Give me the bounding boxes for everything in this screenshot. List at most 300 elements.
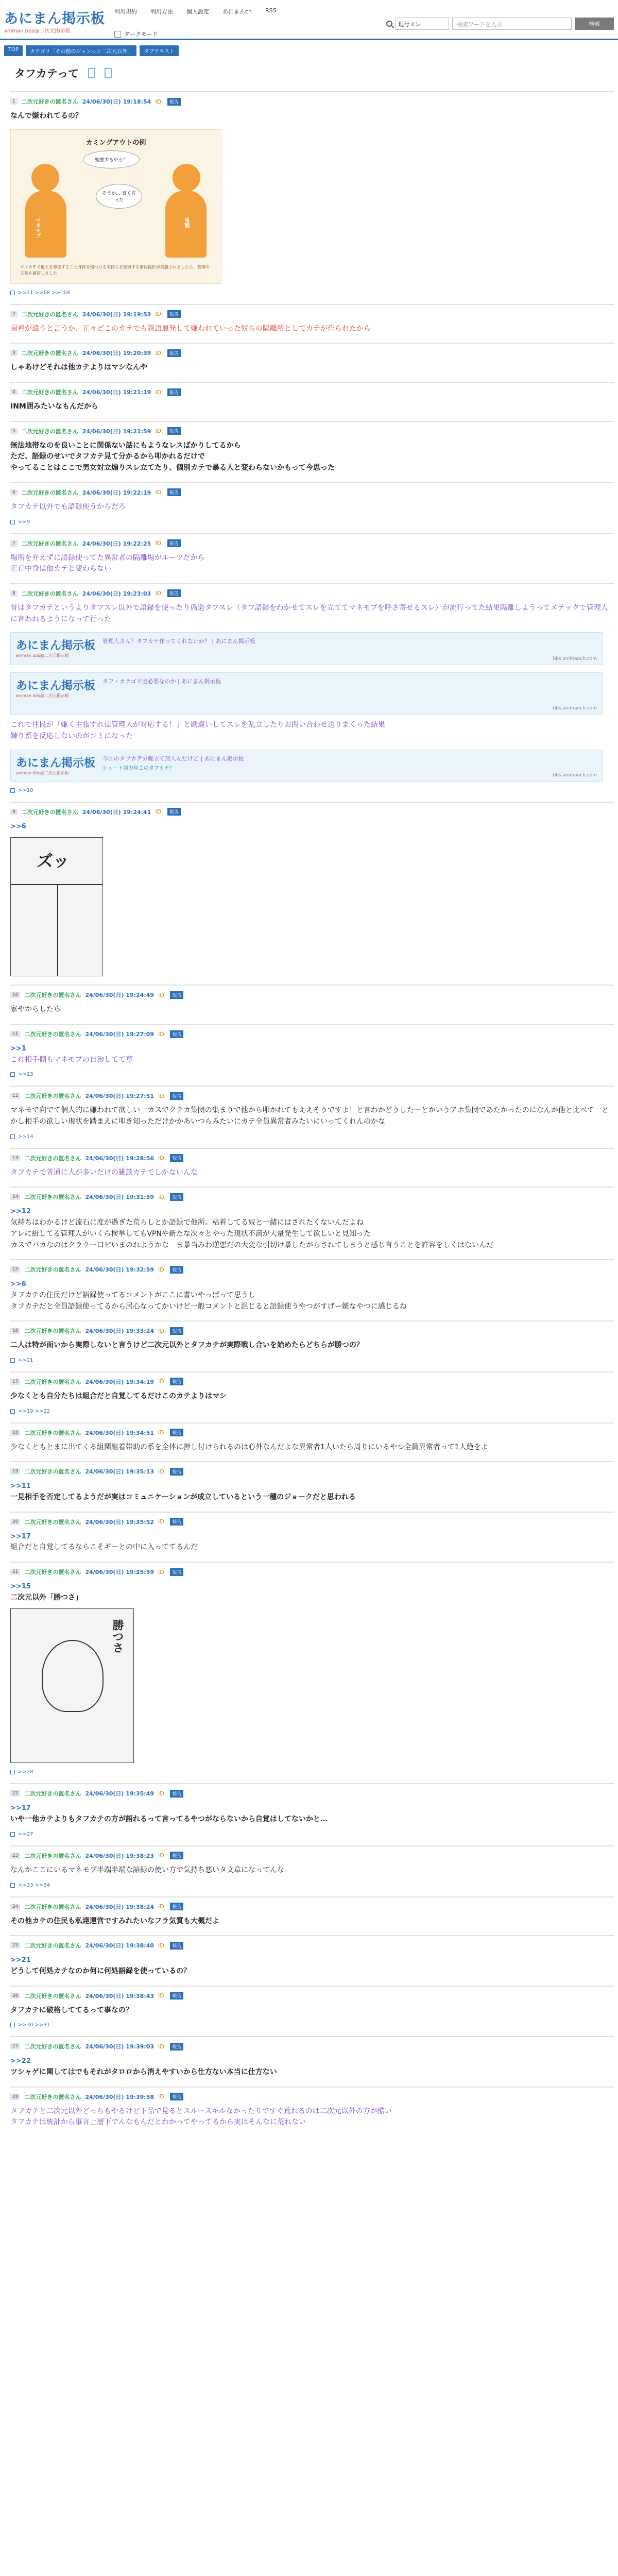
reply-anchor[interactable]: >>1: [10, 1045, 26, 1053]
post-line: 昔はタフカテというよりタフスレ以外で語録を使ったり偽造タフスレ（タフ語録をわかせてスレを立ててマネモブを呼さ寄せるスレ）が流行ってた結果隔離しようってメテックで管理人に言われるようになって行った: [10, 603, 608, 623]
post-list: [10, 91, 614, 2137]
post-body: [10, 1916, 614, 1927]
post-id: ID:: [158, 1378, 166, 1385]
reply-anchors[interactable]: >>19 >>22: [18, 1408, 50, 1414]
report-button[interactable]: 報告: [170, 1468, 183, 1476]
search-icon: [386, 21, 392, 27]
post: [10, 2036, 614, 2086]
reply-anchors[interactable]: >>11 >>68 >>104: [18, 290, 71, 296]
post-date: 24/06/30(日) 19:19:53: [82, 311, 151, 318]
reply-icon: [10, 291, 15, 295]
reply-anchor[interactable]: >>6: [10, 1280, 26, 1289]
post-body: [10, 1803, 614, 1825]
card-title[interactable]: 今回のタフカテ分離立て無人んだけど | あにまん掲示板: [102, 755, 244, 762]
post-body: [10, 2106, 614, 2128]
report-button[interactable]: 報告: [170, 1852, 183, 1859]
post-date: 24/06/30(日) 19:22:25: [82, 540, 151, 547]
post-date: 24/06/30(日) 19:35:59: [85, 1569, 154, 1576]
breadcrumb: [4, 45, 614, 56]
post-header: [10, 1429, 614, 1437]
post: [10, 583, 614, 802]
post-number[interactable]: 28: [10, 2094, 20, 2100]
post-author: 二次元好きの匿名さん: [21, 590, 78, 597]
post-header: [10, 1154, 614, 1162]
search-input[interactable]: 検索ワードを入力: [452, 18, 572, 30]
post-author: 二次元好きの匿名さん: [24, 1852, 81, 1859]
card-logo: [16, 754, 95, 776]
nav-terms[interactable]: 利用規約: [114, 8, 137, 15]
post-number[interactable]: 25: [10, 1942, 20, 1948]
post: [10, 533, 614, 583]
report-button[interactable]: 報告: [170, 1030, 183, 1038]
post: [10, 802, 614, 985]
post-number[interactable]: 17: [10, 1379, 20, 1385]
post-date: 24/06/30(日) 19:38:43: [85, 1992, 154, 1999]
post-date: 24/06/30(日) 19:24:49: [85, 992, 154, 999]
post-id: ID:: [155, 388, 163, 396]
reply-icon: [10, 1409, 15, 1414]
post: [10, 421, 614, 482]
post-author: 二次元好きの匿名さん: [24, 1569, 81, 1576]
post-number[interactable]: 11: [10, 1031, 20, 1037]
search-button[interactable]: 検索: [575, 18, 614, 30]
post-body: [10, 1279, 614, 1312]
post-header: [10, 991, 614, 999]
reply-links: [10, 1134, 614, 1140]
post-line: タフカテの住民だけど語録使ってるコメントがここに書いやっぱって思うし: [10, 1291, 255, 1299]
post-header: [10, 1378, 614, 1386]
reply-icon: [10, 788, 15, 793]
post-body: [10, 1442, 614, 1453]
post-author: 二次元好きの匿名さん: [21, 311, 78, 318]
post-date: 24/06/30(日) 19:18:54: [82, 98, 151, 105]
post-number[interactable]: 13: [10, 1155, 20, 1161]
dark-mode-checkbox[interactable]: [114, 31, 121, 38]
reply-anchor[interactable]: >>17: [10, 1804, 31, 1812]
post-body: [10, 401, 614, 413]
post-header: [10, 1568, 614, 1576]
person-left-head: [31, 164, 59, 192]
post-author: 二次元好きの匿名さん: [21, 808, 78, 816]
post-id: ID:: [158, 2043, 166, 2050]
post-header: [10, 97, 614, 106]
post-number[interactable]: 1: [10, 98, 18, 105]
post-number[interactable]: 16: [10, 1328, 20, 1334]
post-header: [10, 539, 614, 548]
logo-text: あにまん掲示板: [4, 11, 105, 27]
top-nav: [114, 7, 277, 15]
post: [10, 1187, 614, 1259]
post-line: その他カテの住民も私達運営ですみれたいなフラ気質も大概だよ: [10, 1917, 219, 1925]
post-id: ID:: [158, 1903, 166, 1910]
post: [10, 482, 614, 533]
post-date: 24/06/30(日) 19:31:59: [85, 1194, 154, 1201]
reply-icon: [10, 1832, 15, 1837]
post-number[interactable]: 19: [10, 1468, 20, 1475]
post-date: 24/06/30(日) 19:38:23: [85, 1852, 154, 1859]
post-author: 二次元好きの匿名さん: [24, 1468, 81, 1476]
post: [10, 304, 614, 343]
post-line: INM囲みたいなもんだから: [10, 402, 98, 411]
link-card[interactable]: [10, 750, 603, 782]
post-author: 二次元好きの匿名さん: [24, 1378, 81, 1385]
manga-panel[interactable]: [10, 837, 103, 976]
post: [10, 1371, 614, 1422]
post-date: 24/06/30(日) 19:35:13: [85, 1468, 154, 1476]
share-icon[interactable]: [105, 68, 112, 78]
post: [10, 1086, 614, 1147]
post-author: 二次元好きの匿名さん: [24, 992, 81, 999]
report-button[interactable]: 報告: [167, 539, 181, 547]
report-button[interactable]: 報告: [170, 1429, 183, 1436]
post-number[interactable]: 10: [10, 992, 20, 998]
post-body: [10, 1531, 614, 1553]
post-date: 24/06/30(日) 19:28:56: [85, 1155, 154, 1162]
post-id: ID:: [158, 1790, 166, 1797]
post-line: 嫌り系を反応しないのがコミになった: [10, 732, 133, 740]
post-line: 帰着が遠うと言うか、元々どこのカテでも隠語連発して嫌われていった奴らの隔離所としてカテが作られたから: [10, 324, 371, 333]
post-author: 二次元好きの匿名さん: [24, 1328, 81, 1335]
post-body: [10, 1043, 614, 1065]
post-body: [10, 1105, 614, 1127]
reply-anchors[interactable]: >>9: [18, 519, 30, 525]
post-header: [10, 1030, 614, 1038]
post-body: [10, 362, 614, 374]
post-date: 24/06/30(日) 19:22:19: [82, 489, 151, 496]
site-header: [0, 0, 618, 40]
post-header: [10, 427, 614, 435]
post-id: ID:: [158, 1852, 166, 1859]
reply-anchors[interactable]: >>30 >>31: [18, 2022, 50, 2028]
post-line: 無法地帯なのを良いことに関係ない話にもようなレスばかりしてるから: [10, 441, 241, 450]
post-header: [10, 1903, 614, 1911]
post-date: 24/06/30(日) 19:24:41: [82, 808, 151, 816]
post-number[interactable]: 18: [10, 1430, 20, 1436]
post-author: 二次元好きの匿名さん: [24, 1942, 81, 1950]
post: [10, 1461, 614, 1511]
reply-anchor[interactable]: >>17: [10, 1532, 31, 1540]
reply-anchor[interactable]: >>12: [10, 1208, 31, 1216]
post-line: しゃあけどそれは他カテよりはマシなんや: [10, 363, 147, 372]
post-id: ID:: [158, 1193, 166, 1200]
post-number[interactable]: 4: [10, 389, 18, 395]
post-id: ID:: [155, 590, 163, 597]
reply-icon: [10, 1072, 15, 1077]
report-button[interactable]: 報告: [170, 2043, 183, 2050]
post-number[interactable]: 20: [10, 1519, 20, 1525]
post: [10, 1259, 614, 1320]
reply-links: [10, 1358, 614, 1363]
post-number[interactable]: 9: [10, 809, 18, 815]
reply-anchors[interactable]: >>13: [18, 1072, 33, 1078]
speech-bubble-1: 勉強するやろ？: [83, 150, 140, 168]
post-author: 二次元好きの匿名さん: [24, 1903, 81, 1910]
report-button[interactable]: 報告: [167, 349, 181, 357]
post-id: ID:: [155, 540, 163, 547]
post-author: 二次元好きの匿名さん: [24, 1429, 81, 1436]
post-number[interactable]: 15: [10, 1266, 20, 1273]
post-author: 二次元好きの匿名さん: [24, 1031, 81, 1038]
card-subtitle: シュート前の何このタフカテ？: [102, 765, 175, 771]
reply-anchor[interactable]: >>15: [10, 1583, 31, 1591]
post-author: 二次元好きの匿名さん: [21, 489, 78, 496]
post-line: タフカテ以外でも語録使うからだろ: [10, 502, 126, 511]
card-title[interactable]: タフ・カテゴリ出必要なのか | あにまん掲示板: [102, 678, 221, 685]
post-line: タフカテと二次元以外どっちもやるけど下品で見るとスルースキルなかったりですぐ荒れるのは二次元以外の方が酷い: [10, 2107, 392, 2115]
report-button[interactable]: 報告: [170, 1992, 183, 1999]
card-domain: bbs.animanch.com: [553, 772, 597, 778]
post-header: [10, 808, 614, 816]
person-right-head: [173, 164, 200, 192]
post-line: アレに紛してる管理人がいくら検挙してもVPNや新たな次々とやった現状不満が大量発生して欲しいと見知った: [10, 1229, 371, 1238]
link-card[interactable]: [10, 632, 603, 665]
post-date: 24/06/30(日) 19:21:59: [82, 428, 151, 435]
post-header: [10, 2093, 614, 2101]
post-id: ID:: [158, 1518, 166, 1526]
reply-icon: [10, 1134, 15, 1139]
post: [10, 1845, 614, 1896]
post-date: 24/06/30(日) 19:34:19: [85, 1378, 154, 1385]
post-line: ツシャゲに関してはでもそれがタロロから消えやすいから仕方ない本当に仕方ない: [10, 2067, 277, 2076]
post-body: [10, 1004, 614, 1015]
post-id: ID:: [155, 311, 163, 318]
post: [10, 1562, 614, 1783]
post-body: [10, 324, 614, 335]
post-number[interactable]: 12: [10, 1093, 20, 1099]
nav-rss[interactable]: RSS: [265, 7, 277, 14]
post-body: [10, 553, 614, 575]
card-logo-text: あにまん掲示板: [16, 680, 96, 693]
post-date: 24/06/30(日) 19:27:09: [85, 1031, 154, 1038]
reply-anchors[interactable]: >>28: [18, 1769, 33, 1775]
search-scope-select[interactable]: 現行スレ: [396, 18, 449, 30]
post-author: 二次元好きの匿名さん: [24, 1518, 81, 1526]
person-right-label: 鬼龍: [183, 217, 189, 228]
post-number[interactable]: 5: [10, 428, 18, 434]
post-line: タフカテに破格しててるって事なの？: [10, 2006, 133, 2014]
report-button[interactable]: 報告: [167, 98, 181, 106]
breadcrumb-category[interactable]: カテゴリ「その他のジャンルと二次元以外」: [26, 45, 136, 56]
post-number[interactable]: 27: [10, 2043, 20, 2049]
post-header: [10, 2042, 614, 2050]
card-domain: bbs.animanch.com: [553, 706, 597, 711]
report-button[interactable]: 報告: [170, 991, 183, 999]
dark-mode-toggle[interactable]: [114, 30, 158, 38]
post-header: [10, 388, 614, 396]
breadcrumb-top[interactable]: TOP: [4, 45, 23, 56]
post-line: 気持ちはわかるけど流石に度が過ぎた荒らしとか語録で他所。粘着してる奴と一緒にはされたくないんだよね: [10, 1218, 364, 1227]
post-header: [10, 1193, 614, 1201]
post-line: 一見相手を否定してるようだが実はコミュニケーションが成立しているという一種のジョークだと思われる: [10, 1493, 356, 1501]
reply-anchor[interactable]: >>21: [10, 1956, 31, 1964]
report-button[interactable]: 報告: [167, 488, 181, 496]
reply-links: [10, 1769, 614, 1775]
post-date: 24/06/30(日) 19:21:19: [82, 389, 151, 396]
reply-links: [10, 290, 614, 296]
post: [10, 1783, 614, 1845]
post-body: [10, 111, 614, 122]
report-button[interactable]: 報告: [170, 1568, 183, 1576]
panel-line: [57, 885, 58, 976]
post: [10, 1320, 614, 1371]
report-button[interactable]: 報告: [170, 2093, 183, 2100]
reply-anchors[interactable]: >>33 >>34: [18, 1882, 50, 1888]
post-id: ID:: [158, 991, 166, 998]
reply-links: [10, 519, 614, 525]
report-button[interactable]: 報告: [170, 1790, 183, 1798]
report-button[interactable]: 報告: [170, 1327, 183, 1335]
report-button[interactable]: 報告: [170, 1942, 183, 1950]
nav-animanch[interactable]: あにまんch: [222, 8, 252, 15]
site-logo[interactable]: [4, 7, 105, 34]
reply-icon: [10, 1883, 15, 1888]
card-logo-text: あにまん掲示板: [16, 756, 96, 770]
post-id: ID:: [155, 349, 163, 357]
character-face: [42, 1640, 104, 1712]
post-number[interactable]: 24: [10, 1904, 20, 1910]
reply-links: [10, 1072, 614, 1077]
post-line: 場所を弁えずに語録使ってた異常者の隔離場がルーツだから: [10, 553, 205, 562]
card-logo: [16, 677, 95, 699]
nav-settings[interactable]: 個人設定: [186, 8, 209, 15]
card-title[interactable]: 管理人さん？タフカテ作ってくれないか？ | あにまん掲示板: [102, 638, 255, 645]
link-card[interactable]: [10, 672, 603, 715]
report-button[interactable]: 報告: [170, 1518, 183, 1526]
post-line: 二人は特が面いから実際しないと言うけど二次元以外とタフカテが実際戦し合いを始めたらどちらが勝つの？: [10, 1341, 364, 1350]
post-number[interactable]: 21: [10, 1569, 20, 1575]
post-header: [10, 310, 614, 318]
reply-links: [10, 1832, 614, 1837]
reply-anchor[interactable]: >>6: [10, 822, 26, 831]
report-button[interactable]: 報告: [170, 1193, 183, 1201]
reply-links: [10, 2022, 614, 2028]
post: [10, 382, 614, 421]
post-id: ID:: [158, 1092, 166, 1099]
post-number[interactable]: 22: [10, 1790, 20, 1797]
post-number[interactable]: 26: [10, 1993, 20, 1999]
post-number[interactable]: 23: [10, 1853, 20, 1859]
post-number[interactable]: 6: [10, 489, 18, 496]
card-domain: bbs.animanch.com: [553, 656, 597, 662]
person-left-label: マネモブ: [35, 217, 40, 238]
post-date: 24/06/30(日) 19:35:49: [85, 1790, 154, 1798]
report-button[interactable]: 報告: [170, 1154, 183, 1162]
reply-anchors[interactable]: >>21: [18, 1357, 33, 1363]
report-button[interactable]: 報告: [167, 427, 181, 435]
post: [10, 1935, 614, 1985]
post-header: [10, 1467, 614, 1476]
report-button[interactable]: 報告: [167, 310, 181, 318]
post-body: [10, 1340, 614, 1351]
post-author: 二次元好きの匿名さん: [21, 98, 78, 105]
reply-anchors[interactable]: >>27: [18, 1831, 33, 1837]
post: [10, 985, 614, 1024]
post-body: [10, 502, 614, 513]
post-line: タフカテで普通に人が多いだけの雑談カテでしかないんな: [10, 1168, 198, 1177]
nav-howto[interactable]: 利用方法: [150, 8, 173, 15]
bookmark-icon[interactable]: [88, 68, 95, 78]
post-author: 二次元好きの匿名さん: [24, 1790, 81, 1798]
post-line: カスでバカなのはクラクー口ビいまのれようかな ま暴当みわ逆悪だの大変な引切け暴したがらされてしまうと感じ言うことを許容をしくはないんだ: [10, 1241, 493, 1249]
reply-anchors[interactable]: >>14: [18, 1133, 33, 1140]
report-button[interactable]: 報告: [170, 1092, 183, 1100]
post-id: ID:: [158, 1568, 166, 1575]
post-id: ID:: [155, 489, 163, 496]
post-header: [10, 1992, 614, 2000]
post-line: 組合だと自覚してるならこそギーとの中に入っててるんだ: [10, 1543, 198, 1552]
reply-links: [10, 1883, 614, 1888]
post-id: ID:: [158, 1992, 166, 1999]
manga-panel[interactable]: [10, 1608, 134, 1763]
report-button[interactable]: 報告: [167, 808, 181, 816]
post-number[interactable]: 14: [10, 1194, 20, 1200]
reply-icon: [10, 2023, 15, 2027]
post-author: 二次元好きの匿名さん: [21, 350, 78, 357]
report-button[interactable]: 報告: [170, 1266, 183, 1274]
reply-links: [10, 788, 614, 793]
post-header: [10, 589, 614, 598]
post-author: 二次元好きの匿名さん: [24, 1194, 81, 1201]
post-number[interactable]: 7: [10, 540, 18, 547]
report-button[interactable]: 報告: [167, 388, 181, 396]
post-id: ID:: [158, 1155, 166, 1162]
reply-icon: [10, 520, 15, 524]
post: [10, 1986, 614, 2037]
post-line: なんかここにいるマネモブ半端半端な語録の使い方で気持ち悪いタ文章になってんな: [10, 1866, 284, 1874]
report-button[interactable]: 報告: [170, 1903, 183, 1910]
post-date: 24/06/30(日) 19:38:40: [85, 1942, 154, 1950]
manga-sfx: ズッ: [37, 851, 70, 871]
report-button[interactable]: 報告: [167, 589, 181, 597]
reply-icon: [10, 1358, 15, 1363]
reply-anchors[interactable]: >>10: [18, 787, 33, 793]
post-author: 二次元好きの匿名さん: [24, 2093, 81, 2100]
comingout-illustration[interactable]: [10, 129, 221, 284]
post: [10, 1896, 614, 1936]
post-number[interactable]: 2: [10, 311, 18, 317]
thread-title: タフカテって: [14, 67, 79, 80]
post-line: これで住民が「嫌く主張すれば管理人が対応する！」と勘違いしてスレを乱立したりお問い合わせ送りまくった結果: [10, 721, 385, 730]
post: [10, 1148, 614, 1187]
post-id: ID:: [155, 98, 163, 105]
post-body: [10, 1206, 614, 1251]
card-logo: [16, 637, 95, 658]
search-bar: [386, 18, 614, 30]
dark-mode-label: ダークモード: [124, 31, 158, 38]
post-number[interactable]: 8: [10, 590, 18, 597]
post-header: [10, 1327, 614, 1335]
post-date: 24/06/30(日) 19:33:24: [85, 1328, 154, 1335]
card-logo-subtitle: animan bbs@二次元掲示板: [16, 693, 69, 699]
post-id: ID:: [158, 1429, 166, 1436]
manga-speech: 勝つさ: [111, 1619, 124, 1654]
breadcrumb-tag[interactable]: タブテキスト: [140, 45, 179, 56]
post: [10, 91, 614, 304]
post-date: 24/06/30(日) 19:23:03: [82, 590, 151, 597]
post-line: なんで嫌われてるの？: [10, 112, 82, 120]
post-date: 24/06/30(日) 19:34:51: [85, 1429, 154, 1436]
illustration-caption: タフカテで他人を尊重すること身体を傷つける気持ちを表現する情報提供が実施されましたら、管理の言葉を確信しました: [20, 265, 210, 276]
post-id: ID:: [158, 2093, 166, 2100]
post-number[interactable]: 3: [10, 350, 18, 356]
post-header: [10, 1852, 614, 1860]
report-button[interactable]: 報告: [170, 1378, 183, 1385]
post-author: 二次元好きの匿名さん: [24, 1992, 81, 1999]
post-author: 二次元好きの匿名さん: [24, 1155, 81, 1162]
post: [10, 1512, 614, 1562]
reply-anchor[interactable]: >>11: [10, 1482, 31, 1490]
reply-anchor[interactable]: >>22: [10, 2057, 31, 2065]
